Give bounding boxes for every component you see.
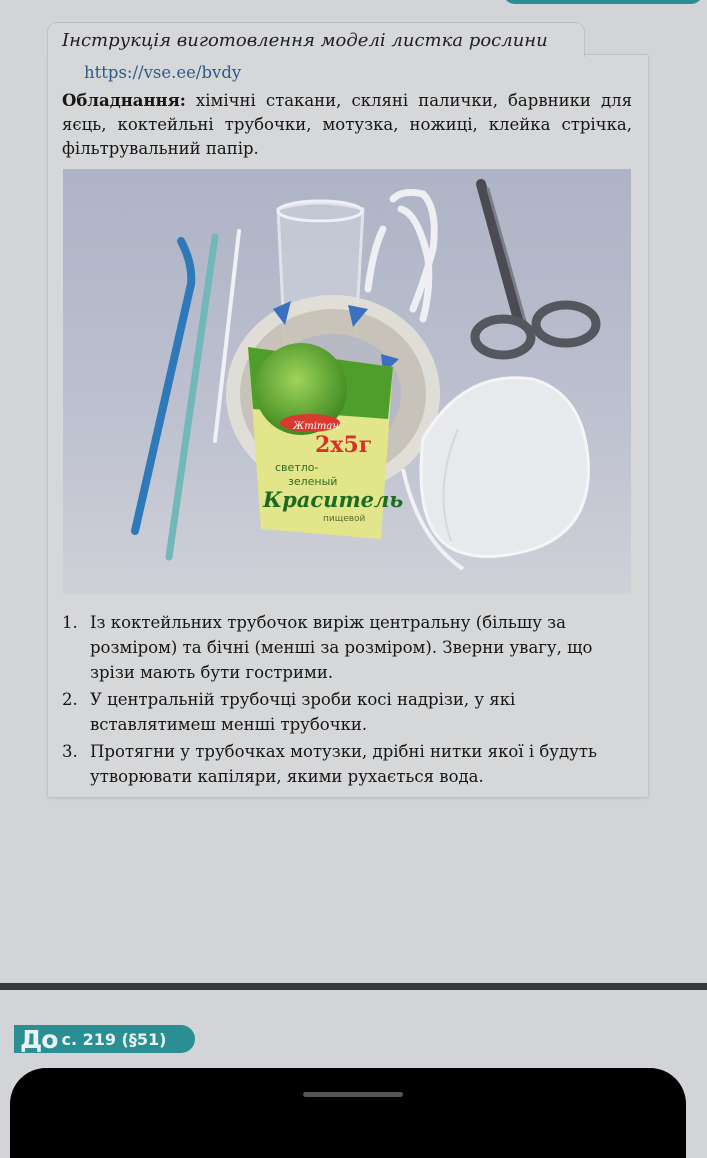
packet-line1: светло- (275, 461, 319, 474)
steps-list (62, 610, 636, 791)
step-item (62, 739, 636, 789)
equipment-photo (63, 169, 631, 594)
step-item (62, 610, 636, 685)
step-text: Із коктейльних трубочок виріж центральну (більшу за розміром) та бічні (менші за розміром). Зверни увагу, що зрізи мають бути гострими. (90, 613, 593, 682)
system-navigation-area (10, 1068, 686, 1158)
resource-link[interactable]: https://vse.ee/bvdy (84, 63, 242, 82)
equipment-text: хімічні стакани, скляні палички, барвники для яєць, коктейльні трубочки, мотузка, ножиці, клейка стрічка, фільтрувальний папір. (62, 91, 632, 158)
step-number: 2. (62, 690, 78, 709)
home-indicator[interactable] (303, 1092, 403, 1097)
page-divider (0, 983, 707, 990)
ref-text: с. 219 (§51) (61, 1029, 167, 1049)
dye-packet (248, 343, 403, 539)
step-text: У центральній трубочці зроби косі надрізи, у які вставлятимеш менші трубочки. (90, 690, 516, 734)
step-number: 3. (62, 742, 78, 761)
packet-sub: пищевой (323, 514, 366, 524)
equipment-paragraph (62, 89, 632, 161)
step-number: 1. (62, 613, 78, 632)
ref-prefix: До (20, 1024, 58, 1054)
page-reference-badge[interactable] (14, 1025, 195, 1053)
step-item (62, 687, 636, 737)
step-text: Протягни у трубочках мотузки, дрібні нитки якої і будуть утворювати капіляри, якими рухається вода. (90, 742, 597, 786)
packet-word: Краситель (263, 487, 404, 512)
equipment-label: Обладнання: (62, 91, 186, 110)
packet-line2: зеленый (288, 475, 338, 488)
packet-brand: Жтітан (293, 421, 339, 432)
top-section-tab (503, 0, 703, 4)
instruction-title: Інструкція виготовлення моделі листка рослини (62, 30, 548, 51)
packet-amount: 2х5г (315, 432, 373, 458)
